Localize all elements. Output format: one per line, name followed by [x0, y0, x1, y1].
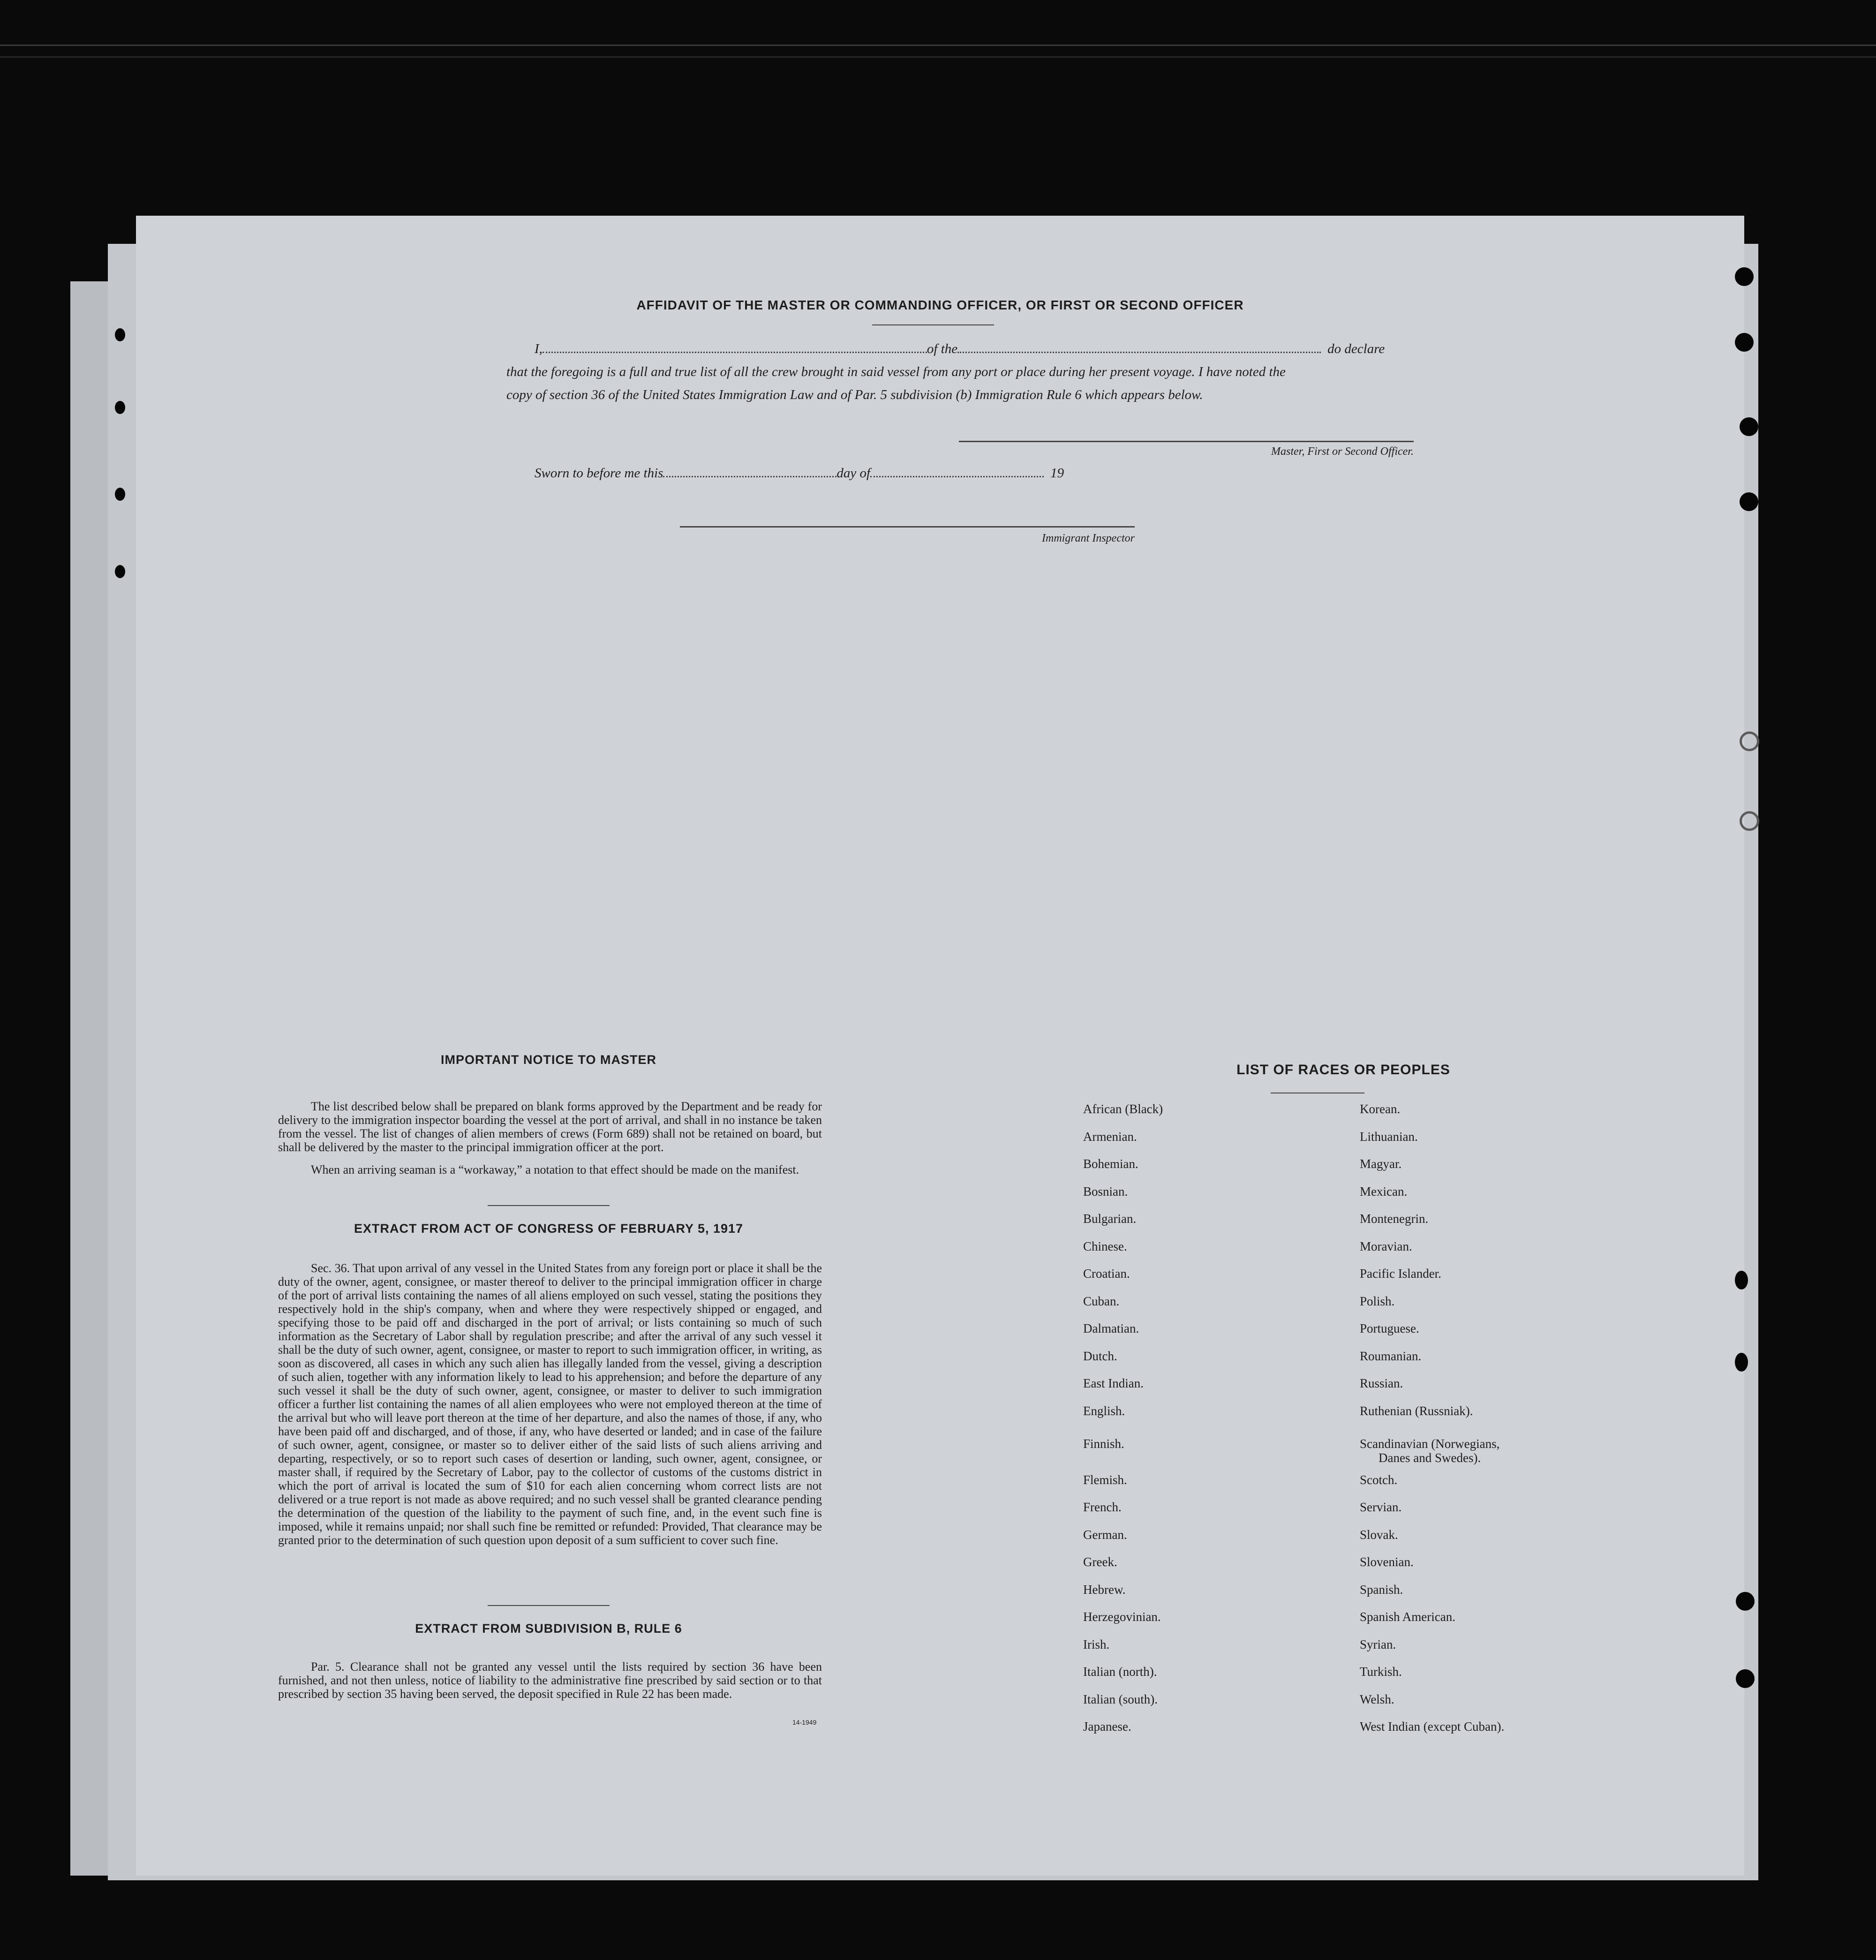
race-item: Slovenian. [1360, 1555, 1414, 1569]
race-item: Portuguese. [1360, 1321, 1419, 1335]
punch-hole [1735, 267, 1754, 286]
race-item-continued: Danes and Swedes). [1379, 1451, 1481, 1465]
races-title: LIST OF RACES OR PEOPLES [1236, 1062, 1450, 1078]
vessel-blank[interactable] [957, 352, 1321, 353]
divider [488, 1605, 610, 1606]
inspector-signature-line[interactable] [680, 526, 1135, 528]
punch-hole [115, 328, 125, 341]
race-item: Bohemian. [1083, 1157, 1138, 1171]
race-item: Spanish American. [1360, 1610, 1455, 1624]
affidavit-line-1 [535, 341, 1557, 357]
affidavit-of-the: of the [927, 341, 958, 356]
race-item: Irish. [1083, 1637, 1110, 1651]
race-item: Turkish. [1360, 1665, 1402, 1679]
affidavit-i: I, [535, 341, 542, 356]
race-item: East Indian. [1083, 1376, 1144, 1390]
extract-rule-text: Par. 5. Clearance shall not be granted any vessel until the lists required by section 36 have been furnished, and not then unless, notice of liability to the administrative fine prescribed by said section or to that prescribed by section 35 having been served, the deposit specified in Rule 22 has been made. [278, 1660, 822, 1701]
sworn-day-of: day of [836, 466, 871, 481]
punch-hole [1740, 731, 1759, 751]
name-blank[interactable] [542, 352, 927, 353]
race-item: Italian (north). [1083, 1665, 1157, 1679]
punch-hole [115, 565, 125, 578]
race-item: Croatian. [1083, 1266, 1130, 1281]
punch-hole [115, 401, 125, 414]
sworn-month-blank[interactable] [870, 476, 1044, 477]
race-item: Italian (south). [1083, 1692, 1158, 1706]
form-number: 14-1949 [792, 1719, 817, 1726]
punch-hole [1735, 1271, 1748, 1289]
race-item: West Indian (except Cuban). [1360, 1719, 1505, 1734]
race-item: Finnish. [1083, 1437, 1124, 1451]
race-item: Polish. [1360, 1294, 1395, 1308]
affidavit-line-2: that the foregoing is a full and true list of all the crew brought in said vessel from any port or place during her present voyage. I have noted the [506, 364, 1286, 379]
sworn-year: 19 [1050, 466, 1064, 481]
sworn-line [535, 466, 1064, 481]
sworn-day-blank[interactable] [663, 476, 836, 477]
scan-line-top-2 [0, 56, 1876, 58]
scan-line-top [0, 45, 1876, 46]
affidavit-line-3: copy of section 36 of the United States Immigration Law and of Par. 5 subdivision (b) Immigration Rule 6 which appears below. [506, 387, 1203, 402]
race-item: Bosnian. [1083, 1184, 1128, 1199]
race-item: Servian. [1360, 1500, 1402, 1514]
notice-title: IMPORTANT NOTICE TO MASTER [441, 1053, 656, 1067]
race-item: Montenegrin. [1360, 1212, 1429, 1226]
race-item: Spanish. [1360, 1582, 1403, 1597]
race-item: Greek. [1083, 1555, 1117, 1569]
race-item: Herzegovinian. [1083, 1610, 1161, 1624]
race-item: Scandinavian (Norwegians, [1360, 1437, 1500, 1451]
notice-paragraph-2: When an arriving seaman is a “workaway,” a notation to that effect should be made on the manifest. [311, 1163, 799, 1176]
punch-hole [1735, 1353, 1748, 1372]
punch-hole [1740, 811, 1759, 831]
race-item: Syrian. [1360, 1637, 1396, 1651]
race-item: Welsh. [1360, 1692, 1394, 1706]
divider [872, 324, 994, 325]
race-item: Japanese. [1083, 1719, 1131, 1734]
race-item: Mexican. [1360, 1184, 1408, 1199]
race-item: Dutch. [1083, 1349, 1117, 1363]
punch-hole [1736, 1669, 1755, 1688]
race-item: Cuban. [1083, 1294, 1120, 1308]
notice-paragraph-1: The list described below shall be prepared on blank forms approved by the Department and be ready for delivery to the immigration inspector boarding the vessel at the port of arrival, and shall in no instance be taken from the vessel. The list of changes of alien members of crews (Form 689) shall not be retained on board, but shall be delivered by the master to the principal immigration officer at the port. [278, 1100, 822, 1154]
race-item: Scotch. [1360, 1472, 1398, 1487]
race-item: Korean. [1360, 1102, 1401, 1116]
extract-act-title: EXTRACT FROM ACT OF CONGRESS OF FEBRUARY 5, 1917 [354, 1221, 744, 1236]
race-item: Magyar. [1360, 1157, 1402, 1171]
punch-hole [1736, 1592, 1755, 1611]
race-item: Armenian. [1083, 1129, 1137, 1144]
punch-hole [115, 488, 125, 501]
race-item: French. [1083, 1500, 1122, 1514]
punch-hole [1740, 492, 1758, 511]
document-page [136, 216, 1744, 1876]
race-item: English. [1083, 1403, 1125, 1418]
sworn-label: Sworn to before me this [535, 466, 663, 481]
affidavit-title: AFFIDAVIT OF THE MASTER OR COMMANDING OFFICER, OR FIRST OR SECOND OFFICER [636, 298, 1244, 312]
race-item: Roumanian. [1360, 1349, 1422, 1363]
race-item: Flemish. [1083, 1472, 1127, 1487]
inspector-caption: Immigrant Inspector [1042, 532, 1135, 544]
race-item: Dalmatian. [1083, 1321, 1139, 1335]
punch-hole [1735, 333, 1754, 352]
race-item: Chinese. [1083, 1239, 1127, 1253]
extract-rule-title: EXTRACT FROM SUBDIVISION B, RULE 6 [415, 1621, 682, 1636]
race-item: Moravian. [1360, 1239, 1412, 1253]
extract-act-text: Sec. 36. That upon arrival of any vessel in the United States from any foreign port or place it shall be the duty of the owner, agent, consignee, or master thereof to deliver to the principal immigration officer in charge of the port of arrival lists containing the names of all aliens employed on such vessel, stating the positions they respectively hold in the ship's company, when and where they were respectively shipped or engaged, and specifying those to be paid off and discharged in the port of arrival; or lists containing so much of such information as the Secretary of Labor shall by regulation prescribe; and after the arrival of any such vessel it shall be the duty of such owner, agent, consignee, or master to report to such immigration officer, in writing, as soon as discovered, all cases in which any such alien has illegally landed from the vessel, giving a description of such alien, together with any information likely to lead to his apprehension; and before the departure of any such vessel it shall be the duty of such owner, agent, consignee, or master to deliver to such immigration officer a further list containing the names of all alien employees who were not employed thereon at the time of the arrival but who will leave port thereon at the time of her departure, and also the names of those, if any, who have been paid off and discharged, and of those, if any, who have deserted or landed; and in case of the failure of such owner, agent, consignee, or master so to deliver either of the said lists of such aliens arriving and departing, respectively, or so to report such cases of desertion or landing, such owner, agent, consignee, or master shall, if required by the Secretary of Labor, pay to the collector of customs of the customs district in which the port of arrival is located the sum of $10 for each alien concerning whom correct lists are not delivered or a true report is not made as above required; and no such vessel shall be granted clearance pending the determination of the question of the liability to the payment of such fine, and, in the event such fine is imposed, while it remains unpaid; nor shall such fine be remitted or refunded: Provided, That clearance may be granted prior to the determination of such question upon deposit of a sum sufficient to cover such fine. [278, 1261, 822, 1547]
master-caption: Master, First or Second Officer. [1271, 445, 1414, 458]
race-item: Bulgarian. [1083, 1212, 1137, 1226]
race-item: Pacific Islander. [1360, 1266, 1441, 1281]
race-item: Slovak. [1360, 1527, 1398, 1542]
race-item: German. [1083, 1527, 1127, 1542]
punch-hole [1740, 417, 1758, 436]
affidavit-declare: do declare [1327, 341, 1385, 356]
race-item: Ruthenian (Russniak). [1360, 1403, 1473, 1418]
race-item: Lithuanian. [1360, 1129, 1418, 1144]
race-item: African (Black) [1083, 1102, 1163, 1116]
master-signature-line[interactable] [959, 441, 1414, 442]
race-item: Hebrew. [1083, 1582, 1126, 1597]
race-item: Russian. [1360, 1376, 1403, 1390]
divider [488, 1205, 610, 1206]
